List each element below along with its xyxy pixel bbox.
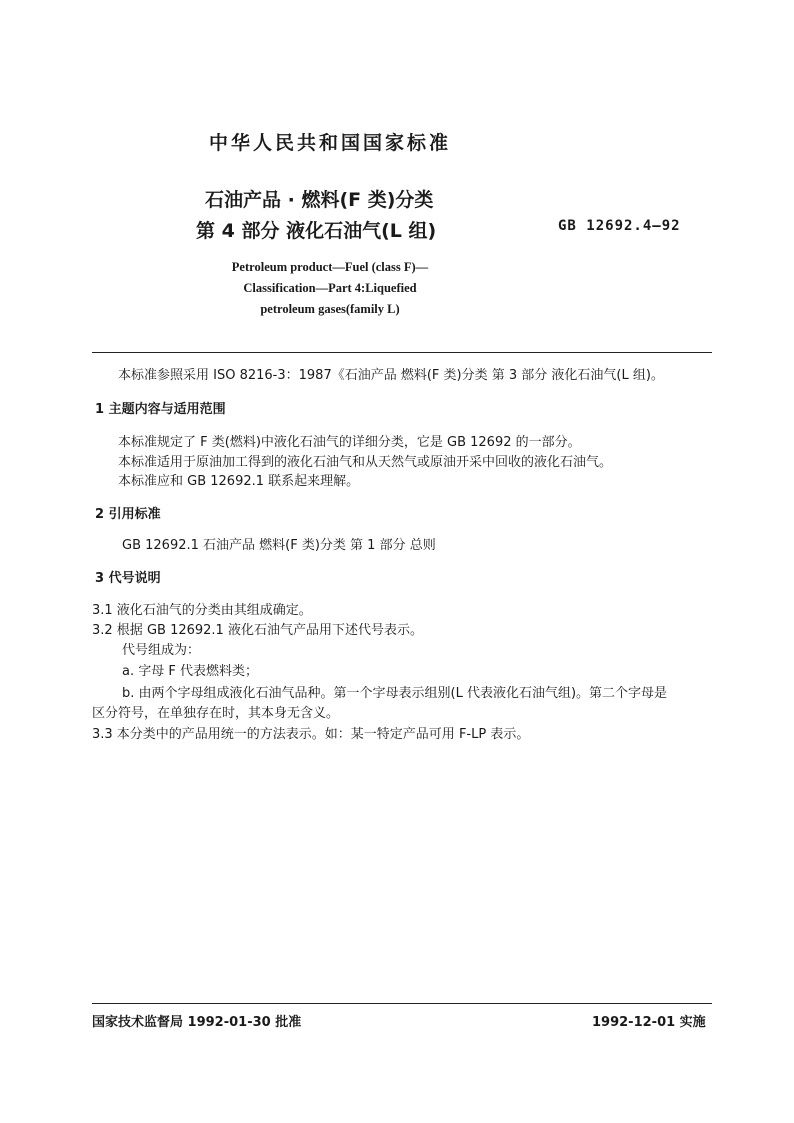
list-item-b: b. 由两个字母组成液化石油气品种。第一个字母表示组别(L 代表液化石油气组)。第二个字母是 — [122, 686, 668, 701]
clause-3-3: 3.3 本分类中的产品用统一的方法表示。如：某一特定产品可用 F-LP 表示。 — [92, 727, 530, 742]
header-divider — [92, 352, 712, 353]
code-composition-label: 代号组成为： — [122, 643, 201, 658]
document-title-line-1: 石油产品 · 燃料(F 类)分类 — [205, 189, 434, 211]
list-item-a: a. 字母 F 代表燃料类； — [122, 664, 258, 679]
english-title-line-1: Petroleum product—Fuel (class F)— — [231, 260, 429, 274]
section-3-heading: 3 代号说明 — [95, 571, 161, 586]
english-title-line-3: petroleum gases(family L) — [260, 302, 400, 316]
list-item-b-continued: 区分符号，在单独存在时，其本身无含义。 — [92, 706, 340, 721]
implementation-date: 1992-12-01 实施 — [592, 1015, 706, 1030]
intro-paragraph: 本标准参照采用 ISO 8216-3：1987《石油产品 燃料(F 类)分类 第 3 部分 液化石油气(L 组)。 — [118, 368, 664, 383]
section-1-paragraph: 本标准应和 GB 12692.1 联系起来理解。 — [118, 474, 360, 489]
section-2-heading: 2 引用标准 — [95, 507, 161, 522]
standard-number: GB 12692.4—92 — [558, 218, 681, 234]
section-1-heading: 1 主题内容与适用范围 — [95, 402, 226, 417]
clause-3-1: 3.1 液化石油气的分类由其组成确定。 — [92, 603, 312, 618]
approval-date: 国家技术监督局 1992-01-30 批准 — [92, 1015, 302, 1030]
section-1-paragraph: 本标准规定了 F 类(燃料)中液化石油气的详细分类，它是 GB 12692 的一部分。 — [118, 435, 581, 450]
footer-divider — [92, 1003, 712, 1004]
national-standard-header: 中华人民共和国国家标准 — [208, 132, 451, 154]
section-1-paragraph: 本标准适用于原油加工得到的液化石油气和从天然气或原油开采中回收的液化石油气。 — [118, 455, 613, 470]
clause-3-2: 3.2 根据 GB 12692.1 液化石油气产品用下述代号表示。 — [92, 623, 423, 638]
english-title-line-2: Classification—Part 4:Liquefied — [243, 281, 417, 295]
document-title-line-2: 第 4 部分 液化石油气(L 组) — [196, 220, 437, 242]
reference-standard: GB 12692.1 石油产品 燃料(F 类)分类 第 1 部分 总则 — [122, 538, 436, 553]
